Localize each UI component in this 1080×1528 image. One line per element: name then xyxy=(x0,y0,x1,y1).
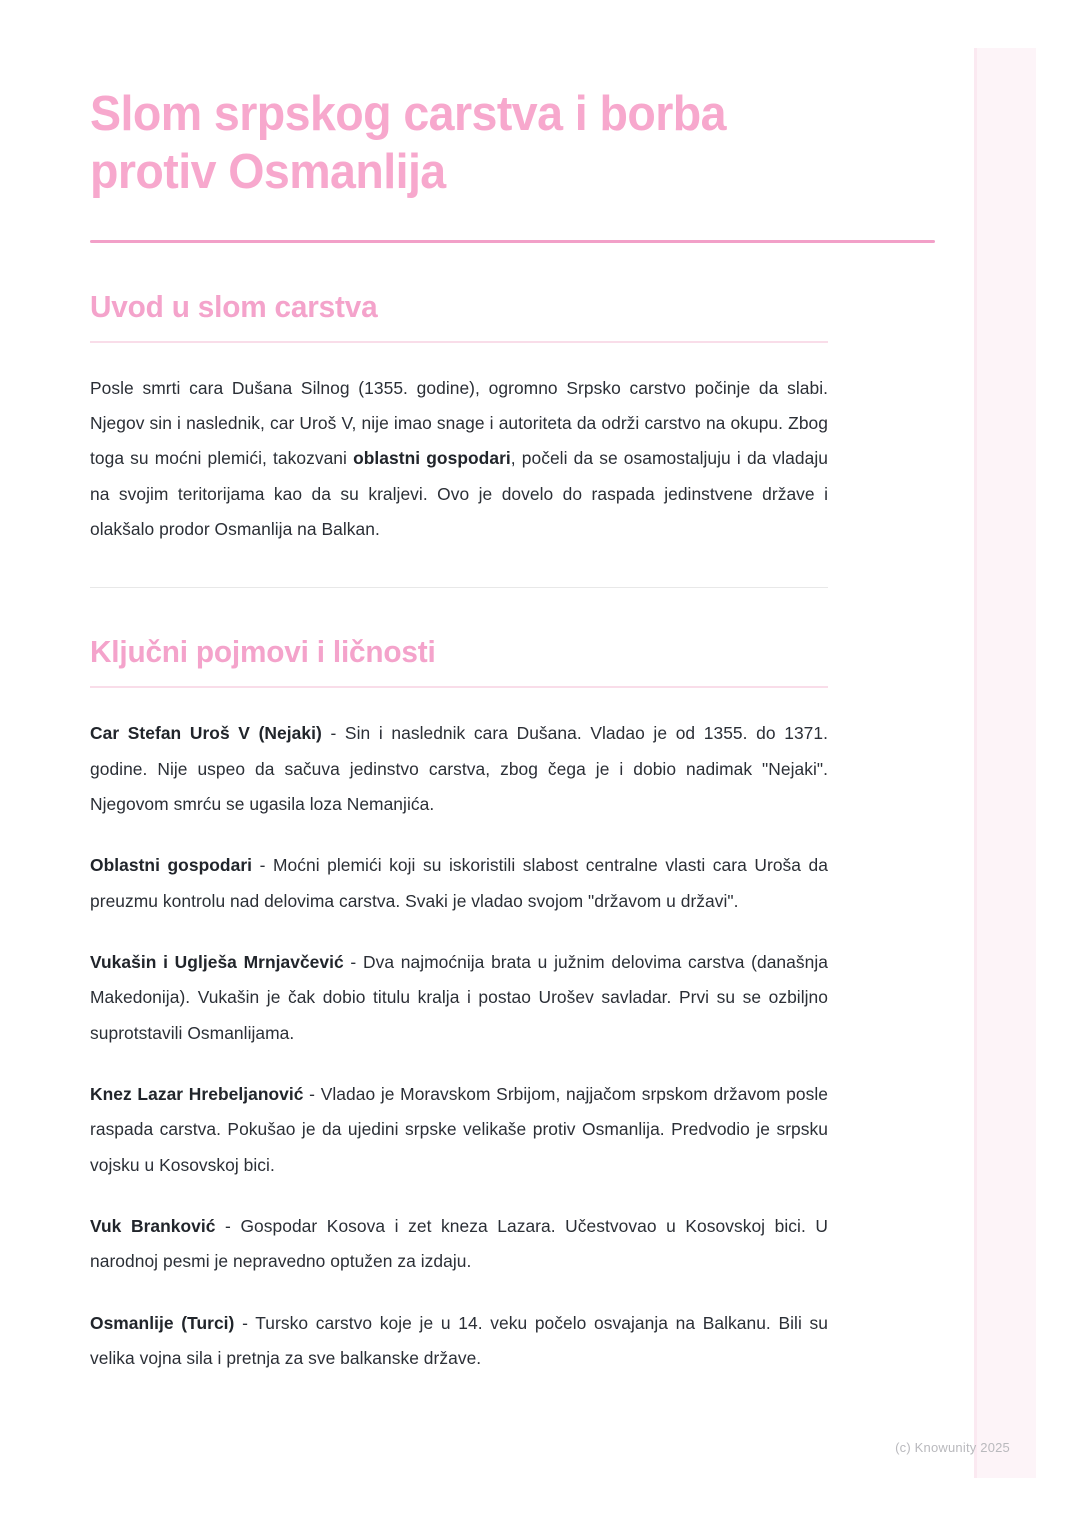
term-dash: - xyxy=(321,723,345,744)
term-description: Gospodar Kosova i zet kneza Lazara. Učestvovao u Kosovskoj bici. U narodnoj pesmi je nepravedno optužen za izdaju. xyxy=(90,1215,828,1272)
title-divider xyxy=(90,240,935,243)
section-heading-divider xyxy=(90,341,828,343)
term-entry xyxy=(90,716,828,822)
term-dash: - xyxy=(252,855,273,876)
term-entry xyxy=(90,1209,828,1280)
section-heading-divider xyxy=(90,686,828,688)
term-entry xyxy=(90,1077,828,1183)
footer-copyright: (c) Knowunity 2025 xyxy=(895,1440,1010,1455)
term-description: Dva najmoćnija brata u južnim delovima carstva (današnja Makedonija). Vukašin je čak dobio titulu kralja i postao Urošev savladar. Prvi su se ozbiljno suprotstavili Osmanlijama. xyxy=(90,951,828,1043)
term-description: Tursko carstvo koje je u 14. veku počelo osvajanja na Balkanu. Bili su velika vojna sila i pretnja za sve balkanske države. xyxy=(90,1312,828,1368)
term-dash: - xyxy=(234,1312,256,1333)
term-description: Moćni plemići koji su iskoristili slabost centralne vlasti cara Uroša da preuzmu kontrolu nad delovima carstva. Svaki je vladao svojom "državom u državi". xyxy=(90,855,828,911)
term-label: Osmanlije (Turci) xyxy=(90,1312,235,1333)
document-content xyxy=(90,86,828,1376)
page-title: Slom srpskog carstva i borba protiv Osmanlija xyxy=(90,87,726,199)
term-label: Vuk Branković xyxy=(90,1215,216,1236)
term-description: Sin i naslednik cara Dušana. Vladao je od 1355. do 1371. godine. Nije uspeo da sačuva jedinstvo carstva, zbog čega je i dobio nadimak "Nejaki". Njegovom smrću se ugasila loza Nemanjića. xyxy=(90,723,828,814)
section-uvod xyxy=(90,289,828,548)
term-dash: - xyxy=(215,1215,241,1236)
decorative-edge-panel xyxy=(974,48,1036,1478)
intro-text-part-2: , počeli da se osamostaljuju i da vladaju na svojim teritorijama kao da su kraljevi. Ovo je dovelo do raspada jedinstvene države i olakšalo prodor Osmanlija na Balkan. xyxy=(90,448,828,539)
term-label: Vukašin i Uglješa Mrnjavčević xyxy=(90,951,344,972)
term-entry xyxy=(90,848,828,919)
intro-paragraph xyxy=(90,371,828,548)
term-entry xyxy=(90,945,828,1051)
intro-text-part-1: Posle smrti cara Dušana Silnog (1355. godine), ogromno Srpsko carstvo počinje da slabi. Njegov sin i naslednik, car Uroš V, nije imao snage i autoriteta da održi carstvo na okupu. Zbog toga su moćni plemići, takozvani xyxy=(90,377,828,469)
intro-bold-term: oblastni gospodari xyxy=(353,448,511,469)
section-heading-uvod: Uvod u slom carstva xyxy=(90,288,378,324)
term-entry xyxy=(90,1306,828,1377)
term-label: Car Stefan Uroš V (Nejaki) xyxy=(90,723,322,744)
term-label: Oblastni gospodari xyxy=(90,855,253,876)
term-label: Knez Lazar Hrebeljanović xyxy=(90,1083,304,1104)
term-dash: - xyxy=(303,1083,321,1104)
term-dash: - xyxy=(343,951,363,972)
section-separator xyxy=(90,587,828,588)
term-description: Vladao je Moravskom Srbijom, najjačom srpskom državom posle raspada carstva. Pokušao je da ujedini srpske velikaše protiv Osmanlija. Predvodio je srpsku vojsku u Kosovskoj bici. xyxy=(90,1083,828,1175)
section-heading-pojmovi: Ključni pojmovi i ličnosti xyxy=(90,634,436,670)
section-pojmovi xyxy=(90,634,828,1376)
